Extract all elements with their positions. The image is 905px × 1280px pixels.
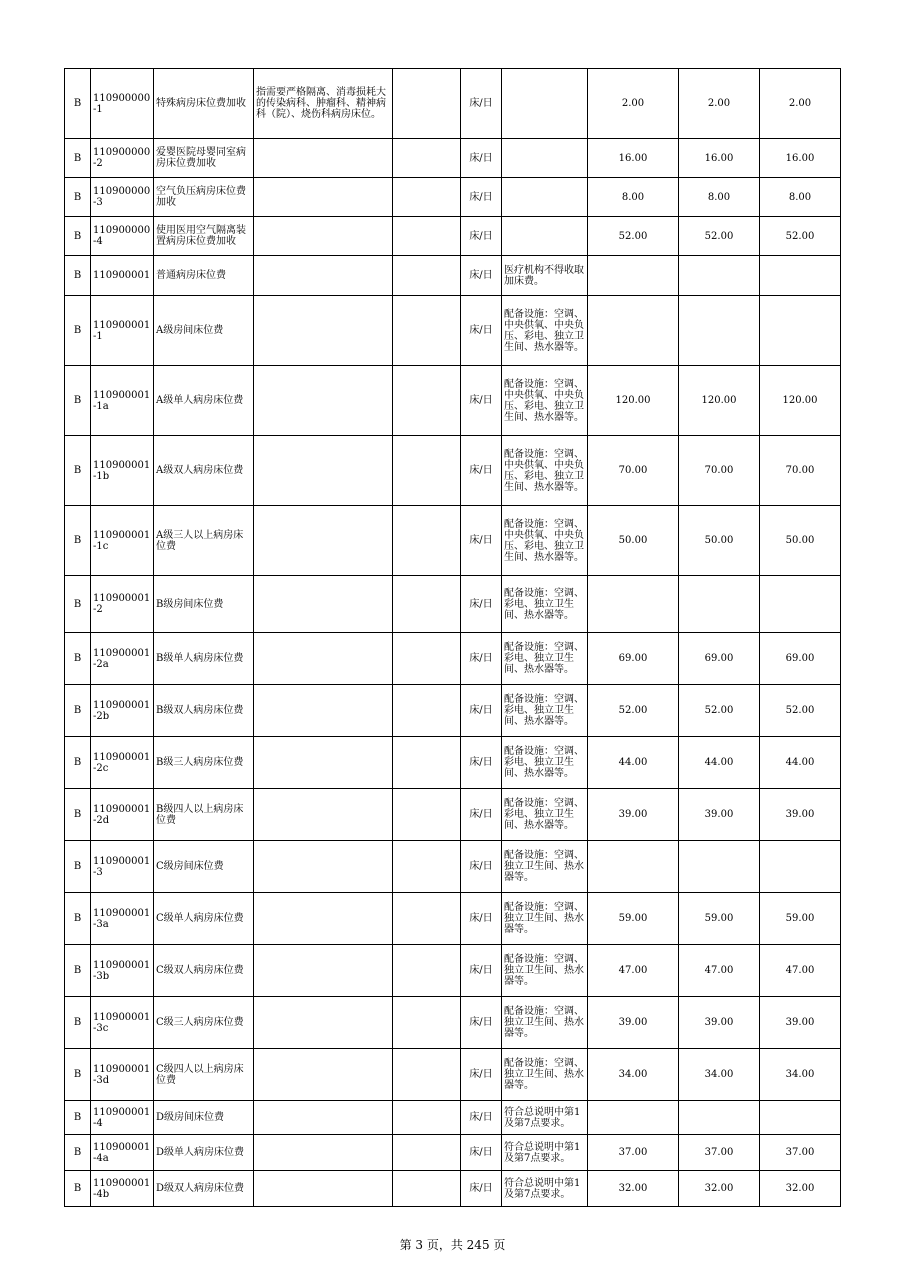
unit-cell: 床/日 xyxy=(461,296,502,366)
unit-cell: 床/日 xyxy=(461,178,502,217)
code-cell: 110900001-2 xyxy=(91,576,154,633)
class-cell: B xyxy=(65,997,91,1049)
price-cell-3 xyxy=(760,296,841,366)
connotation-cell xyxy=(254,139,393,178)
class-cell: B xyxy=(65,296,91,366)
note-cell: 配备设施：空调、独立卫生间、热水器等。 xyxy=(502,945,588,997)
price-cell-1: 69.00 xyxy=(588,633,679,685)
unit-cell: 床/日 xyxy=(461,1101,502,1135)
price-cell-2 xyxy=(679,256,760,296)
code-cell: 110900001-1 xyxy=(91,296,154,366)
unit-cell: 床/日 xyxy=(461,997,502,1049)
connotation-cell xyxy=(254,217,393,256)
price-cell-3: 70.00 xyxy=(760,436,841,506)
price-cell-3: 120.00 xyxy=(760,366,841,436)
name-cell: B级单人病房床位费 xyxy=(154,633,254,685)
table-row xyxy=(65,841,841,893)
name-cell: C级房间床位费 xyxy=(154,841,254,893)
class-cell: B xyxy=(65,737,91,789)
excluded-cell xyxy=(393,737,461,789)
fee-table xyxy=(64,68,841,1207)
price-cell-3 xyxy=(760,576,841,633)
excluded-cell xyxy=(393,1049,461,1101)
note-cell xyxy=(502,178,588,217)
note-cell: 配备设施：空调、独立卫生间、热水器等。 xyxy=(502,1049,588,1101)
name-cell: D级房间床位费 xyxy=(154,1101,254,1135)
excluded-cell xyxy=(393,633,461,685)
code-cell: 110900001-3b xyxy=(91,945,154,997)
price-cell-2: 52.00 xyxy=(679,217,760,256)
price-cell-1: 59.00 xyxy=(588,893,679,945)
table-row xyxy=(65,1171,841,1207)
connotation-cell xyxy=(254,576,393,633)
name-cell: B级双人病房床位费 xyxy=(154,685,254,737)
class-cell: B xyxy=(65,841,91,893)
name-cell: B级房间床位费 xyxy=(154,576,254,633)
name-cell: D级单人病房床位费 xyxy=(154,1135,254,1171)
code-cell: 110900001-3 xyxy=(91,841,154,893)
unit-cell: 床/日 xyxy=(461,841,502,893)
price-cell-1: 52.00 xyxy=(588,685,679,737)
class-cell: B xyxy=(65,178,91,217)
fee-table-body xyxy=(65,69,841,1207)
class-cell: B xyxy=(65,1171,91,1207)
price-cell-2: 47.00 xyxy=(679,945,760,997)
table-row xyxy=(65,1101,841,1135)
name-cell: A级单人病房床位费 xyxy=(154,366,254,436)
connotation-cell xyxy=(254,633,393,685)
unit-cell: 床/日 xyxy=(461,139,502,178)
name-cell: B级三人病房床位费 xyxy=(154,737,254,789)
unit-cell: 床/日 xyxy=(461,737,502,789)
connotation-cell xyxy=(254,841,393,893)
table-row xyxy=(65,139,841,178)
excluded-cell xyxy=(393,997,461,1049)
price-cell-1: 39.00 xyxy=(588,789,679,841)
price-cell-2: 8.00 xyxy=(679,178,760,217)
table-row xyxy=(65,217,841,256)
class-cell: B xyxy=(65,69,91,139)
note-cell: 配备设施：空调、中央供氧、中央负压、彩电、独立卫生间、热水器等。 xyxy=(502,436,588,506)
price-cell-3: 39.00 xyxy=(760,789,841,841)
price-cell-2: 32.00 xyxy=(679,1171,760,1207)
price-cell-1: 8.00 xyxy=(588,178,679,217)
code-cell: 110900001-2c xyxy=(91,737,154,789)
name-cell: 空气负压病房床位费加收 xyxy=(154,178,254,217)
price-cell-1 xyxy=(588,1101,679,1135)
unit-cell: 床/日 xyxy=(461,256,502,296)
excluded-cell xyxy=(393,256,461,296)
price-cell-1: 52.00 xyxy=(588,217,679,256)
price-cell-1 xyxy=(588,576,679,633)
price-cell-3 xyxy=(760,256,841,296)
price-cell-2: 52.00 xyxy=(679,685,760,737)
class-cell: B xyxy=(65,1101,91,1135)
code-cell: 110900001-4 xyxy=(91,1101,154,1135)
table-row xyxy=(65,506,841,576)
connotation-cell xyxy=(254,296,393,366)
price-cell-1 xyxy=(588,296,679,366)
price-cell-2: 39.00 xyxy=(679,997,760,1049)
price-cell-2: 2.00 xyxy=(679,69,760,139)
excluded-cell xyxy=(393,366,461,436)
table-row xyxy=(65,436,841,506)
excluded-cell xyxy=(393,685,461,737)
excluded-cell xyxy=(393,139,461,178)
price-cell-3: 52.00 xyxy=(760,217,841,256)
price-cell-2: 37.00 xyxy=(679,1135,760,1171)
note-cell: 配备设施：空调、独立卫生间、热水器等。 xyxy=(502,893,588,945)
code-cell: 110900001-4a xyxy=(91,1135,154,1171)
note-cell: 配备设施：空调、中央供氧、中央负压、彩电、独立卫生间、热水器等。 xyxy=(502,296,588,366)
connotation-cell xyxy=(254,366,393,436)
price-cell-3: 37.00 xyxy=(760,1135,841,1171)
price-cell-2: 39.00 xyxy=(679,789,760,841)
price-cell-3: 32.00 xyxy=(760,1171,841,1207)
table-row xyxy=(65,178,841,217)
price-cell-1 xyxy=(588,841,679,893)
price-cell-3: 52.00 xyxy=(760,685,841,737)
price-cell-3: 8.00 xyxy=(760,178,841,217)
price-cell-2: 50.00 xyxy=(679,506,760,576)
table-row xyxy=(65,633,841,685)
connotation-cell xyxy=(254,893,393,945)
connotation-cell xyxy=(254,685,393,737)
class-cell: B xyxy=(65,633,91,685)
price-cell-3: 16.00 xyxy=(760,139,841,178)
connotation-cell xyxy=(254,178,393,217)
table-row xyxy=(65,576,841,633)
class-cell: B xyxy=(65,217,91,256)
price-cell-3: 59.00 xyxy=(760,893,841,945)
unit-cell: 床/日 xyxy=(461,1171,502,1207)
excluded-cell xyxy=(393,1171,461,1207)
price-cell-2: 70.00 xyxy=(679,436,760,506)
connotation-cell xyxy=(254,436,393,506)
note-cell xyxy=(502,139,588,178)
unit-cell: 床/日 xyxy=(461,366,502,436)
class-cell: B xyxy=(65,893,91,945)
connotation-cell xyxy=(254,1135,393,1171)
price-cell-3: 44.00 xyxy=(760,737,841,789)
price-cell-3: 34.00 xyxy=(760,1049,841,1101)
page-number: 第 3 页，共 245 页 xyxy=(399,1238,506,1252)
class-cell: B xyxy=(65,685,91,737)
name-cell: 使用医用空气隔离装置病房床位费加收 xyxy=(154,217,254,256)
price-cell-1: 34.00 xyxy=(588,1049,679,1101)
name-cell: C级双人病房床位费 xyxy=(154,945,254,997)
excluded-cell xyxy=(393,296,461,366)
excluded-cell xyxy=(393,945,461,997)
name-cell: C级四人以上病房床位费 xyxy=(154,1049,254,1101)
note-cell: 配备设施：空调、彩电、独立卫生间、热水器等。 xyxy=(502,685,588,737)
price-cell-1: 70.00 xyxy=(588,436,679,506)
name-cell: C级三人病房床位费 xyxy=(154,997,254,1049)
price-cell-3: 2.00 xyxy=(760,69,841,139)
price-cell-3: 50.00 xyxy=(760,506,841,576)
note-cell: 符合总说明中第1及第7点要求。 xyxy=(502,1101,588,1135)
excluded-cell xyxy=(393,436,461,506)
unit-cell: 床/日 xyxy=(461,789,502,841)
name-cell: 爱婴医院母婴同室病房床位费加收 xyxy=(154,139,254,178)
excluded-cell xyxy=(393,1101,461,1135)
code-cell: 110900001-2b xyxy=(91,685,154,737)
table-row xyxy=(65,1049,841,1101)
unit-cell: 床/日 xyxy=(461,506,502,576)
note-cell: 符合总说明中第1及第7点要求。 xyxy=(502,1171,588,1207)
price-cell-1: 47.00 xyxy=(588,945,679,997)
connotation-cell xyxy=(254,1049,393,1101)
price-cell-2: 69.00 xyxy=(679,633,760,685)
class-cell: B xyxy=(65,1049,91,1101)
name-cell: C级单人病房床位费 xyxy=(154,893,254,945)
table-row xyxy=(65,893,841,945)
name-cell: 普通病房床位费 xyxy=(154,256,254,296)
table-row xyxy=(65,296,841,366)
name-cell: A级三人以上病房床位费 xyxy=(154,506,254,576)
class-cell: B xyxy=(65,506,91,576)
excluded-cell xyxy=(393,841,461,893)
unit-cell: 床/日 xyxy=(461,576,502,633)
connotation-cell xyxy=(254,789,393,841)
price-cell-3 xyxy=(760,841,841,893)
table-row xyxy=(65,789,841,841)
name-cell: A级双人病房床位费 xyxy=(154,436,254,506)
connotation-cell xyxy=(254,256,393,296)
code-cell: 110900000-2 xyxy=(91,139,154,178)
excluded-cell xyxy=(393,789,461,841)
code-cell: 110900001 xyxy=(91,256,154,296)
price-cell-2 xyxy=(679,1101,760,1135)
price-cell-2 xyxy=(679,841,760,893)
connotation-cell xyxy=(254,1101,393,1135)
table-row xyxy=(65,1135,841,1171)
excluded-cell xyxy=(393,69,461,139)
note-cell: 配备设施：空调、中央供氧、中央负压、彩电、独立卫生间、热水器等。 xyxy=(502,366,588,436)
price-cell-1: 120.00 xyxy=(588,366,679,436)
price-cell-2: 34.00 xyxy=(679,1049,760,1101)
price-cell-2 xyxy=(679,296,760,366)
price-cell-2 xyxy=(679,576,760,633)
code-cell: 110900001-4b xyxy=(91,1171,154,1207)
code-cell: 110900001-3c xyxy=(91,997,154,1049)
code-cell: 110900001-2d xyxy=(91,789,154,841)
unit-cell: 床/日 xyxy=(461,1049,502,1101)
class-cell: B xyxy=(65,256,91,296)
table-row xyxy=(65,997,841,1049)
unit-cell: 床/日 xyxy=(461,633,502,685)
class-cell: B xyxy=(65,139,91,178)
connotation-cell xyxy=(254,506,393,576)
price-cell-1: 37.00 xyxy=(588,1135,679,1171)
code-cell: 110900000-4 xyxy=(91,217,154,256)
code-cell: 110900000-3 xyxy=(91,178,154,217)
connotation-cell: 指需要严格隔离、消毒损耗大的传染病科、肿瘤科、精神病科（院）、烧伤科病房床位。 xyxy=(254,69,393,139)
connotation-cell xyxy=(254,945,393,997)
name-cell: D级双人病房床位费 xyxy=(154,1171,254,1207)
class-cell: B xyxy=(65,436,91,506)
class-cell: B xyxy=(65,945,91,997)
price-cell-3 xyxy=(760,1101,841,1135)
name-cell: 特殊病房床位费加收 xyxy=(154,69,254,139)
name-cell: A级房间床位费 xyxy=(154,296,254,366)
code-cell: 110900001-2a xyxy=(91,633,154,685)
note-cell: 配备设施：空调、中央供氧、中央负压、彩电、独立卫生间、热水器等。 xyxy=(502,506,588,576)
code-cell: 110900001-3d xyxy=(91,1049,154,1101)
excluded-cell xyxy=(393,217,461,256)
price-cell-3: 47.00 xyxy=(760,945,841,997)
note-cell: 配备设施：空调、彩电、独立卫生间、热水器等。 xyxy=(502,789,588,841)
price-cell-1: 16.00 xyxy=(588,139,679,178)
class-cell: B xyxy=(65,576,91,633)
connotation-cell xyxy=(254,1171,393,1207)
connotation-cell xyxy=(254,997,393,1049)
price-cell-1: 44.00 xyxy=(588,737,679,789)
price-cell-2: 120.00 xyxy=(679,366,760,436)
price-cell-1: 50.00 xyxy=(588,506,679,576)
unit-cell: 床/日 xyxy=(461,217,502,256)
excluded-cell xyxy=(393,893,461,945)
table-row xyxy=(65,69,841,139)
class-cell: B xyxy=(65,1135,91,1171)
name-cell: B级四人以上病房床位费 xyxy=(154,789,254,841)
code-cell: 110900000-1 xyxy=(91,69,154,139)
excluded-cell xyxy=(393,576,461,633)
table-row xyxy=(65,685,841,737)
note-cell xyxy=(502,217,588,256)
note-cell: 配备设施：空调、独立卫生间、热水器等。 xyxy=(502,997,588,1049)
unit-cell: 床/日 xyxy=(461,945,502,997)
note-cell: 符合总说明中第1及第7点要求。 xyxy=(502,1135,588,1171)
table-row xyxy=(65,945,841,997)
price-cell-1 xyxy=(588,256,679,296)
excluded-cell xyxy=(393,1135,461,1171)
price-cell-1: 2.00 xyxy=(588,69,679,139)
note-cell: 配备设施：空调、彩电、独立卫生间、热水器等。 xyxy=(502,737,588,789)
price-cell-2: 16.00 xyxy=(679,139,760,178)
note-cell: 医疗机构不得收取加床费。 xyxy=(502,256,588,296)
code-cell: 110900001-1a xyxy=(91,366,154,436)
excluded-cell xyxy=(393,178,461,217)
note-cell xyxy=(502,69,588,139)
price-cell-3: 39.00 xyxy=(760,997,841,1049)
price-cell-1: 39.00 xyxy=(588,997,679,1049)
note-cell: 配备设施：空调、彩电、独立卫生间、热水器等。 xyxy=(502,633,588,685)
table-row xyxy=(65,366,841,436)
connotation-cell xyxy=(254,737,393,789)
unit-cell: 床/日 xyxy=(461,1135,502,1171)
code-cell: 110900001-3a xyxy=(91,893,154,945)
price-cell-2: 59.00 xyxy=(679,893,760,945)
note-cell: 配备设施：空调、彩电、独立卫生间、热水器等。 xyxy=(502,576,588,633)
code-cell: 110900001-1b xyxy=(91,436,154,506)
note-cell: 配备设施：空调、独立卫生间、热水器等。 xyxy=(502,841,588,893)
table-row xyxy=(65,256,841,296)
unit-cell: 床/日 xyxy=(461,685,502,737)
class-cell: B xyxy=(65,366,91,436)
unit-cell: 床/日 xyxy=(461,893,502,945)
unit-cell: 床/日 xyxy=(461,436,502,506)
code-cell: 110900001-1c xyxy=(91,506,154,576)
class-cell: B xyxy=(65,789,91,841)
table-row xyxy=(65,737,841,789)
price-cell-3: 69.00 xyxy=(760,633,841,685)
excluded-cell xyxy=(393,506,461,576)
price-cell-2: 44.00 xyxy=(679,737,760,789)
price-cell-1: 32.00 xyxy=(588,1171,679,1207)
unit-cell: 床/日 xyxy=(461,69,502,139)
